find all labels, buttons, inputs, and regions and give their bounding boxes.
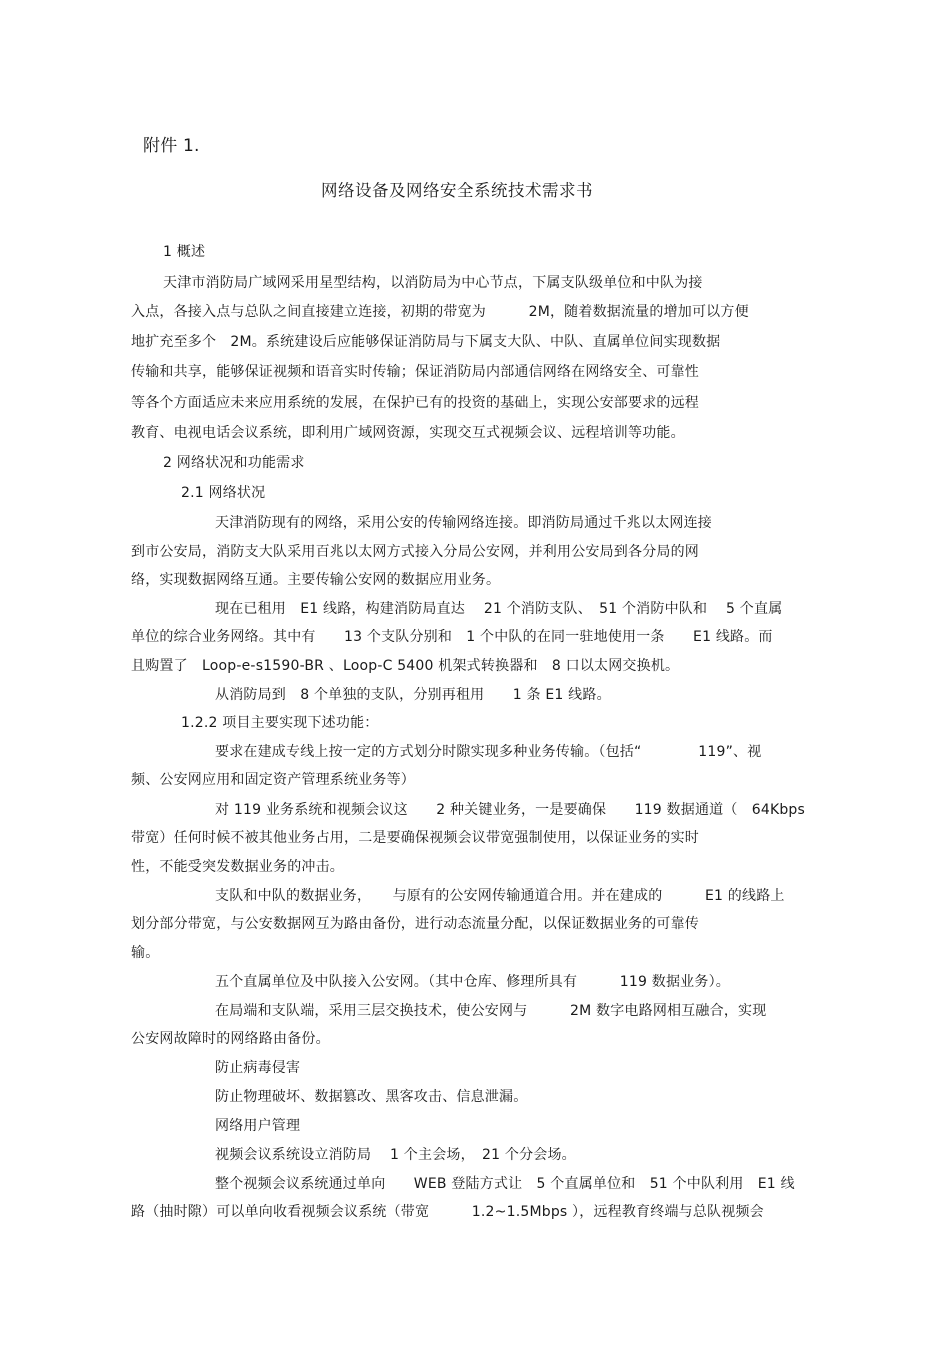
paragraph-line: 性，不能受突发数据业务的冲击。: [131, 859, 344, 875]
paragraph-line: 天津消防现有的网络，采用公安的传输网络连接。即消防局通过千兆以太网连接: [215, 515, 712, 531]
attachment-label: 附件 1.: [143, 136, 200, 156]
paragraph-line: 且购置了 Loop-e-s1590-BR 、Loop-C 5400 机架式转换器和 8 口以太网交换机。: [131, 658, 680, 674]
subsection-heading: 1.2.2 项目主要实现下述功能：: [181, 715, 379, 731]
paragraph-line: 入点，各接入点与总队之间直接建立连接，初期的带宽为 2M，随着数据流量的增加可以方便: [131, 304, 749, 320]
paragraph-line: 支队和中队的数据业务， 与原有的公安网传输通道合用。并在建成的 E1 的线路上: [215, 888, 785, 904]
paragraph-line: 五个直属单位及中队接入公安网。（其中仓库、修理所具有 119 数据业务）。: [215, 974, 730, 990]
paragraph-line: 教育、电视电话会议系统，即利用广域网资源，实现交互式视频会议、远程培训等功能。: [131, 425, 685, 441]
subsection-heading: 2.1 网络状况: [181, 485, 266, 501]
paragraph-line: 视频会议系统设立消防局 1 个主会场， 21 个分会场。: [215, 1147, 576, 1163]
paragraph-line: 频、公安网应用和固定资产管理系统业务等）: [131, 772, 415, 788]
paragraph-line: 从消防局到 8 个单独的支队，分别再租用 1 条 E1 线路。: [215, 687, 611, 703]
paragraph-line: 到市公安局，消防支大队采用百兆以太网方式接入分局公安网，并利用公安局到各分局的网: [131, 544, 699, 560]
paragraph-line: 对 119 业务系统和视频会议这 2 种关键业务，一是要确保 119 数据通道（ 64Kbps: [215, 802, 806, 818]
paragraph-line: 等各个方面适应未来应用系统的发展，在保护已有的投资的基础上，实现公安部要求的远程: [131, 395, 699, 411]
section-heading: 2 网络状况和功能需求: [163, 455, 305, 471]
paragraph-line: 整个视频会议系统通过单向 WEB 登陆方式让 5 个直属单位和 51 个中队利用 E1 线: [215, 1176, 795, 1192]
paragraph-line: 带宽）任何时候不被其他业务占用，二是要确保视频会议带宽强制使用，以保证业务的实时: [131, 830, 699, 846]
paragraph-line: 现在已租用 E1 线路，构建消防局直达 21 个消防支队、 51 个消防中队和 5 个直属: [215, 601, 783, 617]
paragraph-line: 防止物理破坏、数据篡改、黑客攻击、信息泄漏。: [215, 1089, 528, 1105]
paragraph-line: 在局端和支队端，采用三层交换技术，使公安网与 2M 数字电路网相互融合，实现: [215, 1003, 767, 1019]
paragraph-line: 传输和共享，能够保证视频和语音实时传输；保证消防局内部通信网络在网络安全、可靠性: [131, 364, 699, 380]
paragraph-line: 络，实现数据网络互通。主要传输公安网的数据应用业务。: [131, 572, 501, 588]
paragraph-line: 要求在建成专线上按一定的方式划分时隙实现多种业务传输。（包括“ 119”、视: [215, 744, 762, 760]
paragraph-line: 单位的综合业务网络。其中有 13 个支队分别和 1 个中队的在同一驻地使用一条 E1 线路。而: [131, 629, 773, 645]
paragraph-line: 路（抽时隙）可以单向收看视频会议系统（带宽 1.2~1.5Mbps ），远程教育终端与总队视频会: [131, 1204, 764, 1220]
paragraph-line: 划分部分带宽，与公安数据网互为路由备份，进行动态流量分配，以保证数据业务的可靠传: [131, 916, 699, 932]
document-title: 网络设备及网络安全系统技术需求书: [321, 181, 593, 200]
paragraph-line: 公安网故障时的网络路由备份。: [131, 1031, 330, 1047]
paragraph-line: 网络用户管理: [215, 1118, 301, 1134]
section-heading: 1 概述: [163, 244, 206, 260]
paragraph-line: 天津市消防局广域网采用星型结构，以消防局为中心节点，下属支队级单位和中队为接: [163, 275, 703, 291]
paragraph-line: 防止病毒侵害: [215, 1060, 301, 1076]
paragraph-line: 输。: [131, 945, 160, 961]
paragraph-line: 地扩充至多个 2M。系统建设后应能够保证消防局与下属支大队、中队、直属单位间实现数据: [131, 334, 721, 350]
